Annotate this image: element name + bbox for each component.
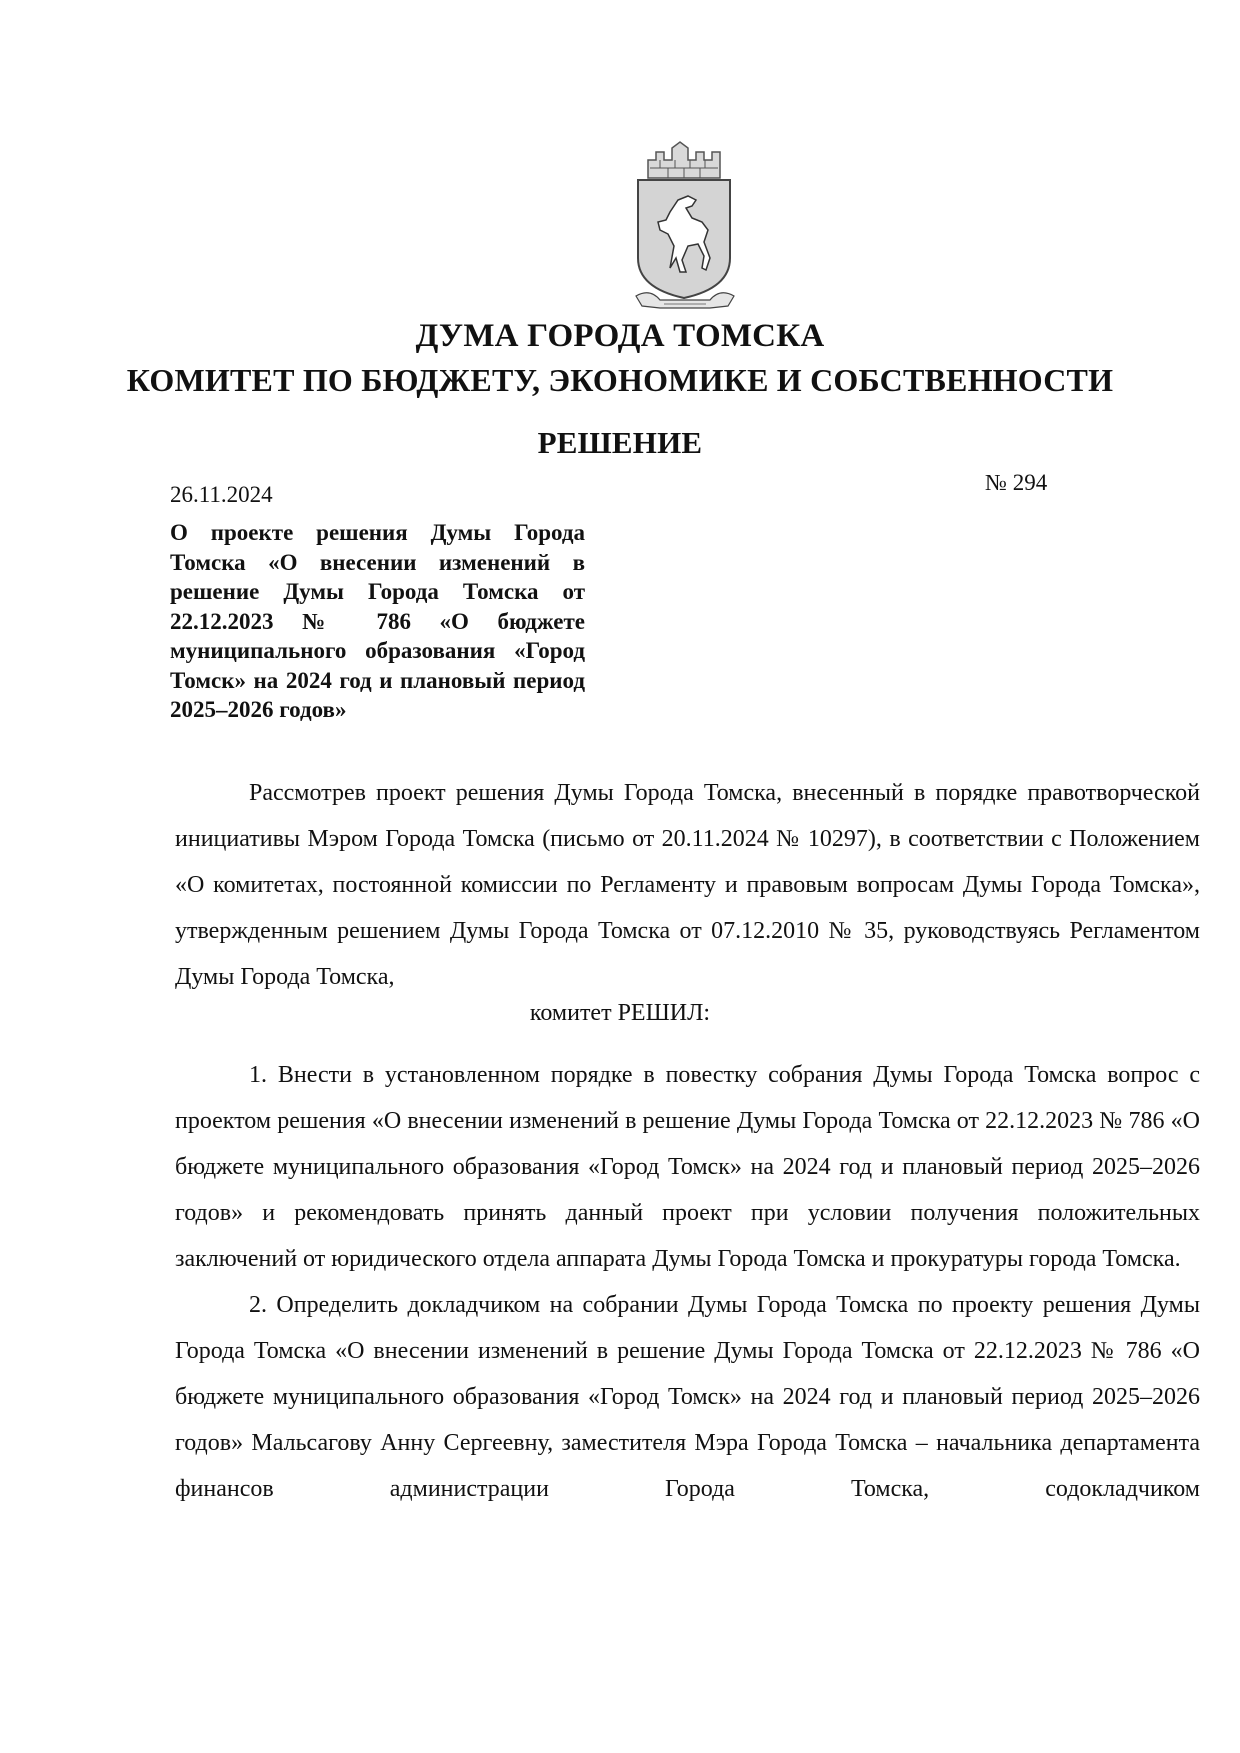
- document-type-title: РЕШЕНИЕ: [537, 425, 703, 460]
- decision-number: № 294: [985, 470, 1048, 495]
- decision-date: 26.11.2024: [170, 482, 273, 507]
- duma-title: ДУМА ГОРОДА ТОМСКА: [415, 318, 825, 354]
- resolved-heading: комитет РЕШИЛ:: [529, 1000, 711, 1026]
- decision-point-2: 2. Определить докладчиком на собрании Думы Города Томска по проекту решения Думы Города Томска «О внесении изменений в решение Думы Города Томска от 22.12.2023 № 786 «О бюджете муниципального образования «Город Томск» на 2024 год и плановый период 2025–2026 годов» Мальсагову Анну Сергеевну, заместителя Мэра Города Томска – начальника департамента финансов администрации Города Томска, содокладчиком: [175, 1292, 1200, 1502]
- preamble-paragraph: Рассмотрев проект решения Думы Города Томска, внесенный в порядке правотворческой инициативы Мэром Города Томска (письмо от 20.11.2024 № 10297), в соответствии с Положением «О комитетах, постоянной комиссии по Регламенту и правовым вопросам Думы Города Томска», утвержденным решением Думы Города Томска от 07.12.2010 № 35, руководствуясь Регламентом Думы Города Томска,: [175, 780, 1200, 990]
- preamble: [175, 770, 1200, 1000]
- tomsk-city-coat-of-arms-icon: [630, 138, 740, 313]
- decision-points: [175, 1052, 1200, 1512]
- decision-point-1: 1. Внести в установленном порядке в повестку собрания Думы Города Томска вопрос с проектом решения «О внесении изменений в решение Думы Города Томска от 22.12.2023 № 786 «О бюджете муниципального образования «Город Томск» на 2024 год и плановый период 2025–2026 годов» и рекомендовать принять данный проект при условии получения положительных заключений от юридического отдела аппарата Думы Города Томска и прокуратуры города Томска.: [175, 1062, 1200, 1272]
- committee-title: КОМИТЕТ ПО БЮДЖЕТУ, ЭКОНОМИКЕ И СОБСТВЕННОСТИ: [126, 362, 1114, 398]
- decision-subject: О проекте решения Думы Города Томска «О внесении изменений в решение Думы Города Томска от 22.12.2023 № 786 «О бюджете муниципального образования «Город Томск» на 2024 год и плановый период 2025–2026 годов»: [170, 520, 585, 722]
